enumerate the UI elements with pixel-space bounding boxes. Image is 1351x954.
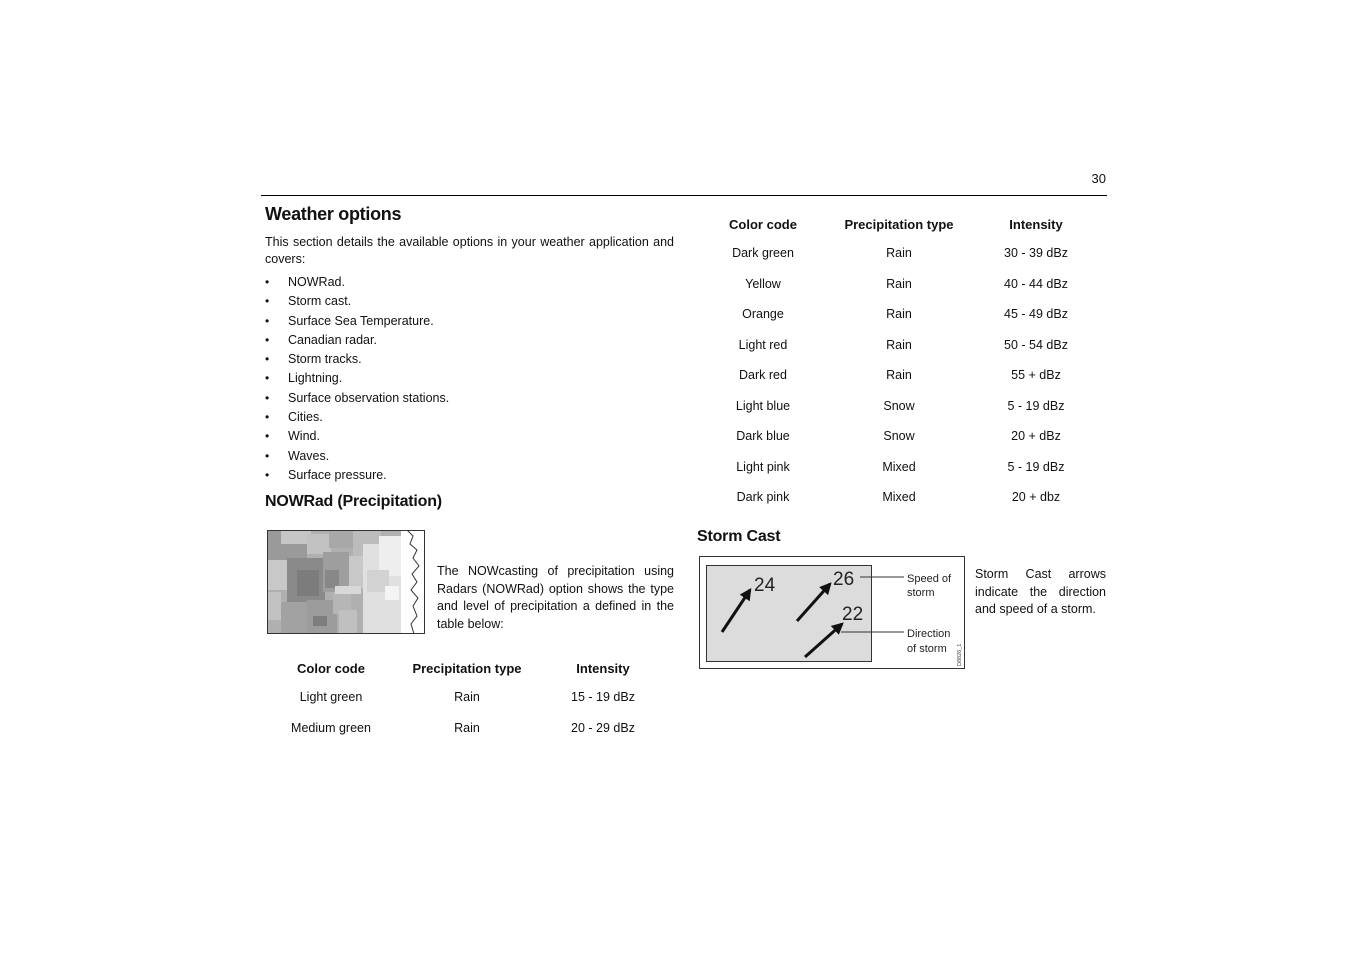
bullet: • (265, 371, 270, 386)
table-row: Light red Rain 50 - 54 dBz (738, 337, 1068, 352)
storm-speed-label: 24 (754, 575, 776, 596)
table-row: Light green Rain 15 - 19 dBz (299, 690, 635, 705)
bullet: • (265, 429, 270, 444)
list-item: • Cities. (265, 408, 449, 427)
table-row: Dark pink Mixed 20 + dbz (736, 490, 1061, 505)
precipitation-table-part-1 (267, 655, 667, 743)
bullet: • (265, 410, 270, 425)
section-title-weather-options: Weather options (265, 204, 402, 224)
options-list (265, 273, 449, 485)
table-header-row (695, 210, 1105, 238)
callout-direction-label: of storm (907, 643, 947, 655)
column-header-color-code: Color code (297, 661, 365, 676)
section-title-nowrad: NOWRad (Precipitation) (265, 493, 442, 510)
storm-cast-description: Storm Cast arrows indicate the direction and speed of a storm. (975, 567, 1106, 616)
table-row: Dark green Rain 30 - 39 dBz (732, 246, 1068, 261)
table-header-row (267, 655, 667, 682)
figure-code: D8826_1 (957, 643, 963, 666)
storm-speed-label: 26 (833, 569, 855, 590)
list-item: • Storm cast. (265, 292, 449, 311)
storm-cast-figure (699, 556, 965, 669)
intro-paragraph: This section details the available options in your weather application and covers: (265, 235, 674, 266)
precipitation-table-part-2 (695, 210, 1105, 513)
nowrad-description: The NOWcasting of precipitation using Radars (NOWRad) option shows the type and level of precipitation a defined in the table below: (437, 564, 674, 631)
header-rule (261, 195, 1107, 196)
page-number: 30 (1091, 171, 1106, 186)
list-item: • Surface pressure. (265, 466, 449, 485)
storm-speed-label: 22 (842, 604, 864, 625)
bullet: • (265, 294, 270, 309)
column-header-intensity: Intensity (576, 661, 630, 676)
list-item: • NOWRad. (265, 273, 449, 292)
bullet: • (265, 390, 270, 405)
column-header-color-code: Color code (729, 216, 797, 232)
table-row: Light pink Mixed 5 - 19 dBz (736, 459, 1065, 474)
table-row: Dark blue Snow 20 + dBz (736, 429, 1061, 444)
callout-speed-label: storm (907, 587, 935, 599)
bullet: • (265, 313, 270, 328)
nowrad-radar-image (267, 530, 425, 634)
list-item: • Surface observation stations. (265, 389, 449, 408)
list-item: • Surface Sea Temperature. (265, 312, 449, 331)
list-item: • Canadian radar. (265, 331, 449, 350)
section-title-storm-cast: Storm Cast (697, 528, 781, 545)
bullet: • (265, 448, 270, 463)
bullet: • (265, 467, 270, 482)
bullet: • (265, 275, 270, 289)
column-header-intensity: Intensity (1009, 216, 1063, 232)
bullet: • (265, 352, 270, 367)
list-item: • Storm tracks. (265, 350, 449, 369)
list-item: • Waves. (265, 447, 449, 466)
callout-direction-label: Direction (907, 628, 951, 640)
table-row: Orange Rain 45 - 49 dBz (742, 307, 1068, 322)
table-row: Dark red Rain 55 + dBz (739, 368, 1061, 383)
list-item: • Lightning. (265, 369, 449, 388)
table-row: Yellow Rain 40 - 44 dBz (745, 276, 1068, 291)
column-header-precipitation-type: Precipitation type (844, 216, 954, 232)
column-header-precipitation-type: Precipitation type (412, 661, 522, 676)
callout-speed-label: Speed of (907, 573, 952, 585)
list-item: • Wind. (265, 427, 449, 446)
table-row: Light blue Snow 5 - 19 dBz (735, 398, 1065, 413)
table-row: Medium green Rain 20 - 29 dBz (291, 720, 635, 735)
bullet: • (265, 332, 270, 347)
